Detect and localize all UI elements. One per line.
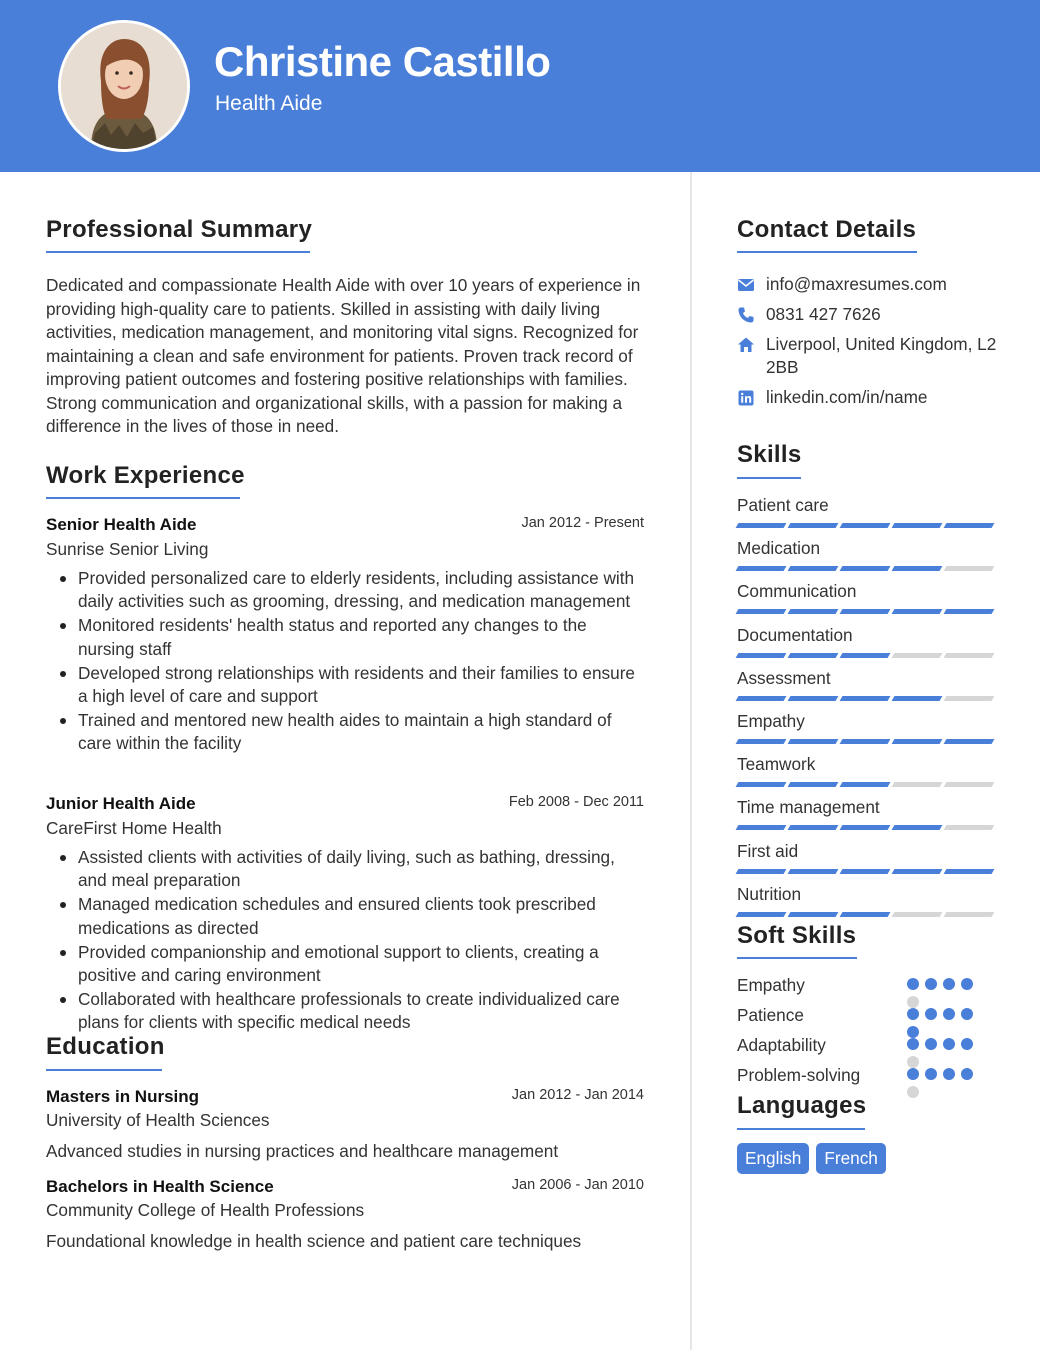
skill-item (737, 580, 997, 614)
skill-item (737, 494, 997, 528)
skill-rating-bar (737, 523, 997, 528)
rating-dot (961, 978, 973, 990)
skill-rating-segment (736, 825, 787, 830)
rating-dot (943, 978, 955, 990)
skill-name: Time management (737, 797, 880, 818)
skill-rating-segment (736, 912, 787, 917)
section-underline (737, 1128, 865, 1130)
resume-header (0, 0, 1040, 172)
skill-rating-segment (892, 523, 943, 528)
skill-rating-segment (788, 566, 839, 571)
rating-dot (961, 1008, 973, 1020)
job-company: Sunrise Senior Living (46, 539, 209, 559)
job-bullet: Collaborated with healthcare professionals to create individualized care plans for clients with specific medical needs (46, 988, 646, 1035)
skill-name: Empathy (737, 711, 805, 731)
skill-rating-segment (736, 653, 787, 658)
contact-address-text: Liverpool, United Kingdom, L2 2BB (766, 334, 997, 377)
skill-rating-segment (840, 523, 891, 528)
soft-skill-item (737, 973, 1007, 997)
skill-rating-segment (788, 869, 839, 874)
skill-rating-segment (944, 566, 995, 571)
skill-rating-segment (736, 696, 787, 701)
skill-rating-segment (736, 782, 787, 787)
job-bullets (46, 846, 646, 1034)
skill-rating-bar (737, 566, 997, 571)
school-name: Community College of Health Professions (46, 1200, 365, 1220)
skill-rating-segment (892, 609, 943, 614)
rating-dot (961, 1068, 973, 1080)
job-bullets (46, 567, 646, 755)
section-underline (737, 957, 857, 959)
skill-name: Nutrition (737, 883, 801, 904)
skill-rating-segment (788, 912, 839, 917)
soft-skill-rating (907, 1033, 979, 1057)
skill-name: Documentation (737, 624, 853, 645)
skill-item (737, 710, 997, 744)
skill-rating-segment (840, 739, 891, 744)
rating-dot (925, 1008, 937, 1020)
job-date: Jan 2012 - Present (521, 515, 644, 531)
skill-rating-segment (788, 782, 839, 787)
language-tag: French (816, 1143, 886, 1174)
profile-photo (58, 20, 190, 152)
skill-rating-segment (944, 912, 995, 917)
job-title: Junior Health Aide (46, 794, 196, 813)
skill-rating-segment (840, 653, 891, 658)
skill-rating-segment (892, 696, 943, 701)
skill-rating-segment (788, 825, 839, 830)
skill-rating-segment (944, 869, 995, 874)
rating-dot (943, 1038, 955, 1050)
skill-item (737, 753, 997, 787)
soft-skill-name: Patience (737, 1005, 804, 1025)
skill-rating-segment (944, 739, 995, 744)
skill-rating-bar (737, 782, 997, 787)
skill-rating-segment (736, 609, 787, 614)
skill-item (737, 883, 997, 917)
education-description: Advanced studies in nursing practices and healthcare management (46, 1141, 559, 1161)
skill-rating-segment (840, 566, 891, 571)
contact-linkedin-text: linkedin.com/in/name (766, 387, 928, 407)
job-bullet: Managed medication schedules and ensured clients took prescribed medications as directed (46, 893, 646, 940)
contact-email[interactable] (737, 273, 1017, 296)
soft-skill-name: Empathy (737, 975, 805, 995)
section-underline (46, 497, 240, 499)
skill-item (737, 537, 997, 571)
skill-name: Medication (737, 538, 821, 559)
section-title-languages: Languages (737, 1092, 867, 1119)
skill-rating-segment (788, 609, 839, 614)
contact-email-text: info@maxresumes.com (766, 274, 947, 294)
rating-dot (943, 1068, 955, 1080)
job-bullet: Monitored residents' health status and reported any changes to the nursing staff (46, 614, 646, 661)
soft-skill-name: Adaptability (737, 1035, 826, 1055)
section-title-summary: Professional Summary (46, 216, 313, 243)
skill-rating-segment (840, 869, 891, 874)
job-bullet: Provided companionship and emotional support to clients, creating a positive and caring environment (46, 941, 646, 988)
job-date: Feb 2008 - Dec 2011 (508, 794, 644, 810)
job-bullet: Provided personalized care to elderly residents, including assistance with daily activities such as grooming, dressing, and medication management (46, 567, 646, 614)
education-date: Jan 2006 - Jan 2010 (511, 1177, 644, 1193)
summary-text: Dedicated and compassionate Health Aide with over 10 years of experience in providing high-quality care to patients. Skilled in assisting with daily living activities, medication management, and monitoring vital signs. Recognized for maintaining a clean and safe environment for patients. Proven track record of improving patient outcomes and fostering positive relationships with families. Strong communication and organizational skills, with a passion for making a difference in the lives of those in need. (46, 275, 641, 436)
skill-rating-bar (737, 653, 997, 658)
skill-name: Assessment (737, 667, 831, 688)
skill-rating-bar (737, 609, 997, 614)
soft-skill-item (737, 1063, 1007, 1087)
skill-rating-segment (892, 739, 943, 744)
skill-rating-segment (788, 739, 839, 744)
skill-rating-bar (737, 825, 997, 830)
section-underline (737, 251, 917, 253)
skill-item (737, 796, 997, 830)
degree-title: Bachelors in Health Science (46, 1177, 274, 1196)
skill-rating-segment (736, 869, 787, 874)
section-title-experience: Work Experience (46, 462, 245, 489)
rating-dot (907, 1068, 919, 1080)
section-underline (46, 251, 310, 253)
skill-rating-segment (840, 825, 891, 830)
skill-rating-segment (788, 523, 839, 528)
skill-rating-bar (737, 739, 997, 744)
languages-list (737, 1143, 886, 1174)
section-underline (737, 477, 801, 479)
rating-dot (907, 1008, 919, 1020)
skill-rating-segment (840, 609, 891, 614)
soft-skill-rating (907, 1063, 979, 1087)
soft-skill-item (737, 1003, 1007, 1027)
skill-rating-segment (892, 782, 943, 787)
skill-rating-bar (737, 869, 997, 874)
education-entry (46, 1175, 646, 1253)
contact-phone-text: 0831 427 7626 (766, 304, 881, 324)
rating-dot (925, 1038, 937, 1050)
section-title-soft-skills: Soft Skills (737, 922, 857, 949)
language-tag: English (737, 1143, 809, 1174)
school-name: University of Health Sciences (46, 1110, 270, 1130)
skill-rating-segment (892, 912, 943, 917)
education-entry (46, 1085, 646, 1163)
job-bullet: Developed strong relationships with residents and their families to ensure a high level of care and support (46, 662, 646, 709)
section-title-education: Education (46, 1033, 165, 1060)
job-company: CareFirst Home Health (46, 818, 222, 838)
skill-rating-segment (892, 869, 943, 874)
skill-rating-segment (788, 653, 839, 658)
education-description: Foundational knowledge in health science and patient care techniques (46, 1231, 582, 1251)
column-divider (690, 172, 692, 1350)
job-bullet: Assisted clients with activities of daily living, such as bathing, dressing, and meal preparation (46, 846, 646, 893)
rating-dot (925, 1068, 937, 1080)
skill-rating-segment (736, 739, 787, 744)
contact-linkedin[interactable] (737, 386, 1017, 409)
skill-name: Communication (737, 581, 857, 602)
skill-rating-segment (736, 566, 787, 571)
rating-dot (907, 978, 919, 990)
skill-rating-segment (944, 825, 995, 830)
skill-rating-segment (944, 609, 995, 614)
job-title: Senior Health Aide (46, 515, 197, 534)
job-entry (46, 792, 646, 1035)
skill-rating-bar (737, 912, 997, 917)
soft-skill-name: Problem-solving (737, 1065, 861, 1085)
skill-rating-segment (840, 782, 891, 787)
degree-title: Masters in Nursing (46, 1087, 200, 1106)
phone-icon (737, 306, 755, 324)
skill-rating-segment (892, 653, 943, 658)
soft-skill-rating (907, 1003, 979, 1027)
rating-dot (925, 978, 937, 990)
soft-skill-rating (907, 973, 979, 997)
rating-dot (943, 1008, 955, 1020)
linkedin-icon (737, 389, 755, 407)
skill-item (737, 840, 997, 874)
section-title-skills: Skills (737, 441, 802, 468)
skill-rating-segment (944, 782, 995, 787)
section-title-contact: Contact Details (737, 216, 917, 243)
rating-dot (907, 1038, 919, 1050)
rating-dot (961, 1038, 973, 1050)
skill-rating-segment (736, 523, 787, 528)
skill-rating-segment (944, 523, 995, 528)
home-icon (737, 336, 755, 354)
skill-name: Teamwork (737, 754, 816, 775)
envelope-icon (737, 276, 755, 294)
skill-rating-segment (944, 653, 995, 658)
skill-name: Patient care (737, 495, 829, 515)
candidate-title: Health Aide (215, 92, 323, 115)
skill-name: First aid (737, 840, 799, 861)
section-underline (46, 1069, 162, 1071)
job-bullet: Trained and mentored new health aides to maintain a high standard of care within the facility (46, 709, 646, 756)
skill-rating-segment (840, 912, 891, 917)
skill-rating-bar (737, 696, 997, 701)
soft-skill-item (737, 1033, 1007, 1057)
skill-item (737, 624, 997, 658)
education-date: Jan 2012 - Jan 2014 (511, 1087, 644, 1103)
skill-rating-segment (788, 696, 839, 701)
contact-address (737, 333, 997, 379)
skill-rating-segment (944, 696, 995, 701)
skill-rating-segment (840, 696, 891, 701)
skill-item (737, 667, 997, 701)
skill-rating-segment (892, 825, 943, 830)
contact-phone[interactable] (737, 303, 1017, 326)
job-entry (46, 513, 646, 756)
rating-dot (907, 1086, 919, 1098)
skill-rating-segment (892, 566, 943, 571)
candidate-name: Christine Castillo (214, 38, 551, 85)
